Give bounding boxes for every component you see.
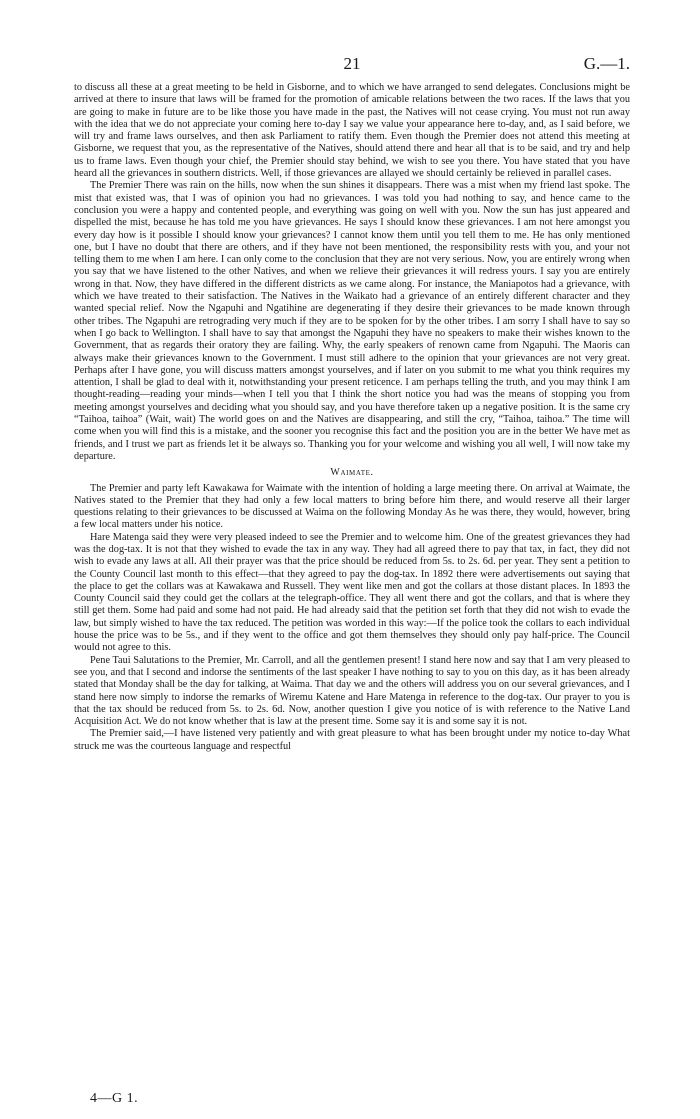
section-heading: Waimate. — [330, 467, 374, 479]
paragraph: The Premier and party left Kawakawa for Waimate with the intention of holding a large meeting there. On arrival at Waimate, the Natives stated to the Premier that they had only a few local matters to bring before him there, and would reserve all their larger questions relating to their grievances to be discussed at Waima on the following Monday As he was there, they would, however, bring a few local matters under his notice. — [74, 482, 630, 531]
paragraph: Pene Taui Salutations to the Premier, Mr. Carroll, and all the gentlemen present! I stand here now and say that I am very pleased to see you, and that I second and indorse the sentiments of the last speaker I have nothing to say to you on this day, as it has been already stated that Monday shall be the day for talking, at Waima. That day we and the others will address you on our several grievances, and I stand here now simply to indorse the remarks of Wiremu Katene and Hare Matenga in reference to the dog-tax. Our prayer to you is that the tax should be reduced from 5s. to 2s. 6d. Now, another question I give you notice of is with reference to the Native Land Acquisition Act. We do not know whether that is law at the present time. Some say it is and some say it is not. — [74, 654, 630, 728]
paragraph: The Premier There was rain on the hills, now when the sun shines it disappears. There was a mist when my friend last spoke. The mist that existed was, that I was of opinion you had no grievances. I was told you had nothing to say, and hence came to the conclusion you were a happy and contented people, and everything was going on well with you. Now the sun has just appeared and dispelled the mist, because he has told me you have grievances. He says I should know these grievances. I am not here amongst you every day how is it possible I should know your grievances? I cannot know them until you tell them to me. He has only mentioned one, but I have no doubt that there are others, and if they have not been mentioned, the responsibility rests with you, and your not telling them to me when I am here. I can only come to the conclusion that they are not very serious. Now, you are entirely wrong when you say that we have listened to the other Natives, and when we relieve their grievances it will redress yours. I say you are entirely wrong in that. Now, they have differed in the different districts as we came along. For instance, the Maniapotos had a grievance, with which we have treated to their satisfaction. The Natives in the Waikato had a grievance of an entirely different character and they wanted special relief. Now the Ngapuhi and Ngatihine are degenerating if they desire their grievances to be made known through other tribes. The Ngapuhi are retrograding very much if they are to be spoken for by the other tribes. I am sorry I shall have to say so when I go back to Wellington. I shall have to say that amongst the Ngapuhi they have no speakers to make their wishes known to the Government, that as regards their oratory they are failing. Why, the early speakers of renown came from Ngapuhi. The Maoris can always make their grievances known to the Government. I must still adhere to the opinion that your grievances are not very great. Perhaps after I have gone, you will discuss matters amongst yourselves, and if later on you submit to me what you think requires my attention, I shall be glad to deal with it, notwithstanding your present reticence. I am perhaps telling the truth, and you may think I am thought-reading—reading your minds—when I tell you that I think the short notice you had was the means of stopping you from meeting amongst yourselves and deciding what you should say, and you have therefore taken up a negative position. It is the same cry “Taihoa, taihoa” (Wait, wait) The world goes on and the Natives are disappearing, and still the cry, “Taihoa, taihoa.” The time will come when you will find this is a mistake, and the sooner you recognise this fact and the position you are in the better We have met as friends, and I trust we part as friends let it be always so. Thanking you for your welcome and wishing you all well, I will now take my departure. — [74, 180, 630, 462]
document-id: G.—1. — [583, 54, 630, 73]
signature-mark: 4—G 1. — [90, 1091, 139, 1106]
page-number: 21 — [343, 54, 361, 73]
document-body — [74, 82, 630, 753]
paragraph: to discuss all these at a great meeting to be held in Gisborne, and to which we have arranged to send delegates. Conclusions might be arrived at there to insure that laws will be framed for the promotion of amicable relations between the two races. If the laws that you are going to make in future are to be like those you have made in the past, the Natives will not cease crying. You must not run away with the idea that we do not appreciate your coming here to-day I say we value your appearance here to-day, and, as I said before, we will try and frame laws ourselves, and then ask Parliament to ratify them. Even though the Premier does not attend this meeting at Gisborne, we request that you, as the representative of the Natives, should attend there and hear all that is to be said, and try and help us to frame laws. Even though your chief, the Premier should stay behind, we wish to see you there. You have stated that you have heard all the grievances in southern districts. Well, if those grievances are allayed we should certainly be relieved in parallel cases. — [74, 82, 630, 180]
page-header — [74, 54, 630, 80]
paragraph: The Premier said,—I have listened very patiently and with great pleasure to what has been brought under my notice to-day What struck me was the courteous language and respectful — [74, 728, 630, 752]
paragraph: Hare Matenga said they were very pleased indeed to see the Premier and to welcome him. One of the greatest grievances they had was the dog-tax. It is not that they wished to evade the tax in any way. They had all agreed there to pay that tax, in fact, they did not wish to evade any laws at all. All their prayer was that the price should be reduced from 5s. to 2s. 6d. per year. They sent a petition to the County Council last month to this effect—that they agreed to pay the dog-tax. In 1892 there were advertisements out saying that the place to get the collars was at Kawakawa and Russell. They went like men and got the collars at those distant places. In 1893 the County Council said they could get the collars at the telegraph-office. They all went there and got the collars, and that is where they still get them. Some had paid and some had not paid. He had already said that the petition set forth that they did not wish to evade the law, but simply wished to have the tax reduced. The petition was worded in this way:—If the police took the collars to each individual house the price was to be 5s., and if they went to the office and got them themselves they should only pay half-price. The Council would not agree to this. — [74, 531, 630, 654]
